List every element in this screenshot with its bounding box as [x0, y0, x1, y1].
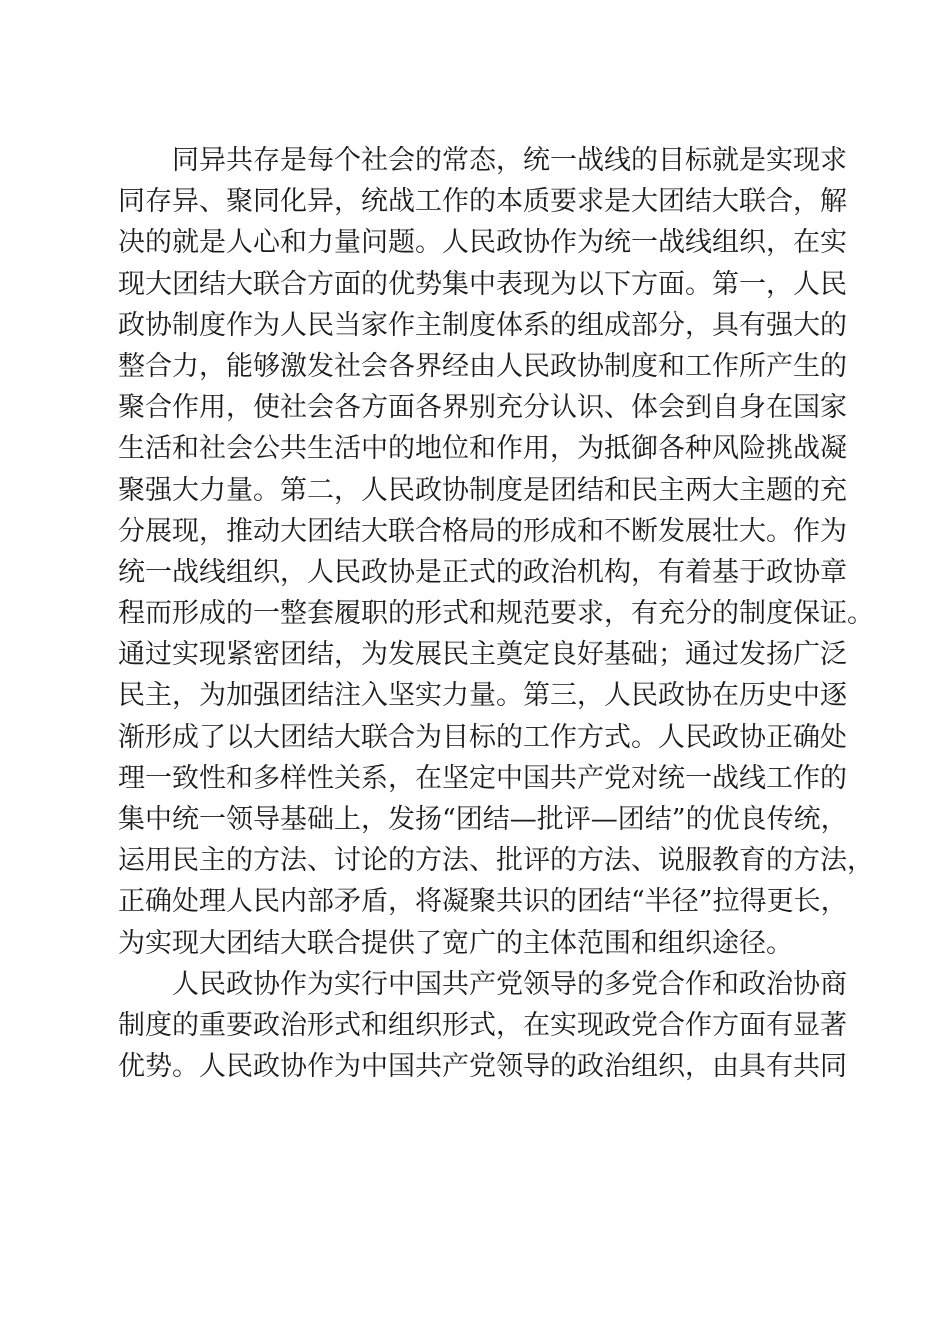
text-line: 优势。人民政协作为中国共产党领导的政治组织，由具有共同 [118, 1051, 847, 1083]
text-line: 聚合作用，使社会各方面各界别充分认识、体会到自身在国家 [118, 392, 847, 424]
text-line: 集中统一领导基础上，发扬“团结—批评—团结”的优良传统， [118, 804, 848, 835]
text-line: 同存异、聚同化异，统战工作的本质要求是大团结大联合，解 [118, 186, 847, 218]
text-line: 统一战线组织，人民政协是正式的政治机构，有着基于政协章 [118, 556, 847, 588]
text-line: 民主，为加强团结注入坚实力量。第三，人民政协在历史中逐 [118, 680, 847, 712]
text-line: 决的就是人心和力量问题。人民政协作为统一战线组织，在实 [118, 227, 847, 259]
paragraph-2 [118, 964, 847, 1088]
text-line: 正确处理人民内部矛盾，将凝聚共识的团结“半径”拉得更长， [118, 886, 848, 918]
text-line: 程而形成的一整套履职的形式和规范要求，有充分的制度保证。 [118, 598, 874, 630]
paragraph-1 [118, 140, 874, 964]
text-line: 为实现大团结大联合提供了宽广的主体范围和组织途径。 [118, 927, 793, 959]
text-line: 聚强大力量。第二，人民政协制度是团结和民主两大主题的充 [118, 474, 847, 506]
text-line: 整合力，能够激发社会各界经由人民政协制度和工作所产生的 [118, 350, 847, 382]
text-line: 同异共存是每个社会的常态，统一战线的目标就是实现求 [172, 145, 847, 176]
text-line: 分展现，推动大团结大联合格局的形成和不断发展壮大。作为 [118, 515, 847, 547]
text-line: 通过实现紧密团结，为发展民主奠定良好基础；通过发扬广泛 [118, 639, 847, 671]
text-line: 生活和社会公共生活中的地位和作用，为抵御各种风险挑战凝 [118, 433, 847, 465]
text-line: 理一致性和多样性关系，在坚定中国共产党对统一战线工作的 [118, 762, 847, 794]
text-line: 渐形成了以大团结大联合为目标的工作方式。人民政协正确处 [118, 721, 847, 753]
text-line: 制度的重要政治形式和组织形式，在实现政党合作方面有显著 [118, 1009, 847, 1041]
text-line: 现大团结大联合方面的优势集中表现为以下方面。第一，人民 [118, 268, 847, 300]
text-line: 运用民主的方法、讨论的方法、批评的方法、说服教育的方法， [118, 845, 874, 877]
text-line: 政协制度作为人民当家作主制度体系的组成部分，具有强大的 [118, 309, 847, 341]
text-line: 人民政协作为实行中国共产党领导的多党合作和政治协商 [172, 968, 847, 1000]
document-body [118, 140, 874, 1087]
